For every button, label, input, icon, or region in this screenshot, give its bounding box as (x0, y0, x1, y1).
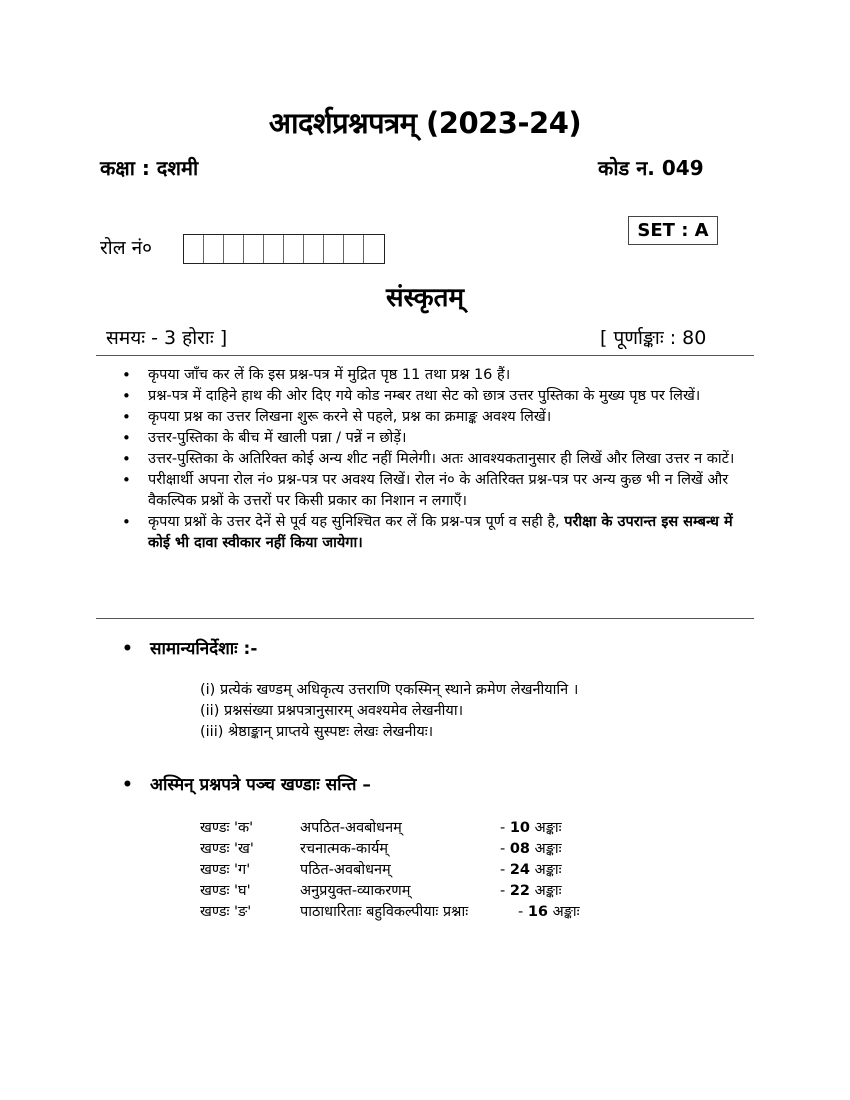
bullet-icon: • (122, 775, 133, 795)
divider (96, 618, 754, 619)
section-row: खण्डः 'ख' रचनात्मक-कार्यम् - 08 अङ्काः (200, 841, 562, 857)
general-instructions-heading: • सामान्यनिर्देशाः :- (122, 639, 258, 659)
roll-number-label: रोल नं० (100, 237, 153, 259)
divider (96, 355, 754, 356)
roll-digit-box[interactable] (224, 235, 244, 263)
roll-number-grid[interactable] (183, 234, 385, 264)
section-row: खण्डः 'ग' पठित-अवबोधनम् - 24 अङ्काः (200, 862, 562, 878)
instruction-item: • परीक्षार्थी अपना रोल नं० प्रश्न-पत्र पर अवश्य लिखें। रोल नं० के अतिरिक्त प्रश्न-पत्र पर अन्य कुछ भी न लिखें और वैकल्पिक प्रश्नों के उत्तरों पर किसी प्रकार का निशान न लगाएँ। (118, 470, 748, 512)
bullet-icon: • (122, 639, 133, 659)
instruction-item: • उत्तर-पुस्तिका के बीच में खाली पन्ना / पन्नें न छोड़ें। (118, 428, 748, 449)
instruction-item: • प्रश्न-पत्र में दाहिने हाथ की ओर दिए गये कोड नम्बर तथा सेट को छात्र उत्तर पुस्तिका के मुख्य पृष्ठ पर लिखें। (118, 386, 748, 407)
general-instruction-item: (ii) प्रश्नसंख्या प्रश्नपत्रानुसारम् अवश्यमेव लेखनीया। (200, 703, 464, 719)
general-instruction-item: (i) प्रत्येकं खण्डम् अधिकृत्य उत्तराणि एकस्मिन् स्थाने क्रमेण लेखनीयानि । (200, 682, 579, 698)
roll-digit-box[interactable] (364, 235, 384, 263)
subject-code: कोड न. 049 (598, 156, 704, 180)
roll-digit-box[interactable] (324, 235, 344, 263)
roll-digit-box[interactable] (264, 235, 284, 263)
general-instruction-item: (iii) श्रेष्ठाङ्कान् प्राप्तये सुस्पष्टः लेखः लेखनीयः। (200, 724, 434, 740)
sections-table (200, 818, 580, 923)
max-marks: [ पूर्णाङ्काः : 80 (600, 327, 707, 349)
general-instructions-list (200, 680, 578, 743)
warning-text: परीक्षा के उपरान्त इस सम्बन्ध में कोई भी दावा स्वीकार नहीं किया जायेगा। (148, 514, 733, 551)
roll-digit-box[interactable] (344, 235, 364, 263)
paper-title: आदर्शप्रश्नपत्रम् (2023-24) (268, 106, 582, 140)
section-row: खण्डः 'क' अपठित-अवबोधनम् - 10 अङ्काः (200, 820, 562, 836)
instruction-item: • उत्तर-पुस्तिका के अतिरिक्त कोई अन्य शीट नहीं मिलेगी। अतः आवश्यकतानुसार ही लिखें और लिखा उत्तर न काटें। (118, 449, 748, 470)
section-row: खण्डः 'ङ' पाठाधारिताः बहुविकल्पीयाः प्रश्नाः - 16 अङ्काः (200, 904, 580, 920)
sections-heading: • अस्मिन् प्रश्नपत्रे पञ्च खण्डाः सन्ति – (122, 775, 371, 795)
subject-title: संस्कृतम् (385, 283, 465, 313)
roll-digit-box[interactable] (244, 235, 264, 263)
roll-digit-box[interactable] (304, 235, 324, 263)
instruction-item: • कृपया प्रश्न का उत्तर लिखना शुरू करने से पहले, प्रश्न का क्रमाङ्क अवश्य लिखें। (118, 407, 748, 428)
instruction-item: • कृपया प्रश्नों के उत्तर देनें से पूर्व यह सुनिश्चित कर लें कि प्रश्न-पत्र पूर्ण व सही है, परीक्षा के उपरान्त इस सम्बन्ध में कोई भी दावा स्वीकार नहीं किया जायेगा। (118, 512, 748, 554)
roll-digit-box[interactable] (184, 235, 204, 263)
class-label: कक्षा : दशमी (100, 156, 199, 180)
time-allowed: समयः - 3 होराः ] (106, 327, 228, 349)
section-row: खण्डः 'घ' अनुप्रयुक्त-व्याकरणम् - 22 अङ्काः (200, 883, 562, 899)
roll-digit-box[interactable] (204, 235, 224, 263)
roll-digit-box[interactable] (284, 235, 304, 263)
instructions-list (118, 365, 748, 554)
instruction-item: • कृपया जाँच कर लें कि इस प्रश्न-पत्र में मुद्रित पृष्ठ 11 तथा प्रश्न 16 हैं। (118, 365, 748, 386)
set-badge: SET : A (628, 216, 718, 245)
